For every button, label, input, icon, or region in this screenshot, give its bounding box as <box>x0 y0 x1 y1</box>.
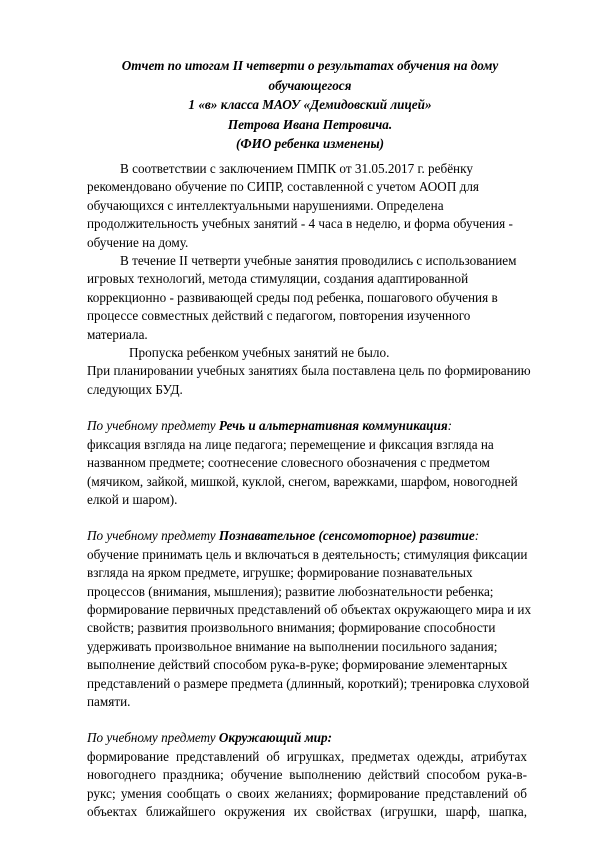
text-line: В течение II четверти учебные занятия проводились с использованием <box>120 253 517 269</box>
text-line: взгляда на ярком предмете, игрушке; формирование познавательных <box>87 565 473 581</box>
title-line-5: (ФИО ребенка изменены) <box>235 136 385 152</box>
subject-name: Окружающий мир: <box>218 730 332 746</box>
title-line-1: Отчет по итогам II четверти о результатах обучения на дому <box>121 58 499 73</box>
subject-heading <box>87 527 527 545</box>
spacer <box>87 509 527 527</box>
paragraph-absences: Пропуска ребенком учебных занятий не было. <box>129 345 390 361</box>
text-line: (мячиком, зайкой, мишкой, куклой, снегом, варежками, шарфом, новогодней <box>87 473 518 489</box>
text-line: фиксация взгляда на лице педагога; перемещение и фиксация взгляда на <box>87 436 494 452</box>
text-line: процессе совместных действий с педагогом, повторения изученного <box>87 308 471 324</box>
text-line: материала. <box>87 326 148 342</box>
paragraph-methods <box>87 252 527 344</box>
report-body <box>87 160 532 821</box>
text-line: свойств; развития произвольного внимания; формирование способности <box>87 620 496 636</box>
text-line: При планировании учебных занятиях была поставлена цель по формированию <box>87 363 531 379</box>
text-line: продолжительность учебных занятий - 4 часа в неделю, и форма обучения - <box>87 216 513 232</box>
text-line: представлений о размере предмета (длинный, короткий); тренировка слуховой <box>87 675 530 691</box>
text-line: обучение на дому. <box>87 234 189 250</box>
text-line: удерживать произвольное внимание на выполнении посильного задания; <box>87 638 498 654</box>
subject-suffix: : <box>474 528 480 544</box>
text-line: рукс; умения сообщать о своих желаниях; формирование представлений об <box>87 785 527 801</box>
text-line: рекомендовано обучение по СИПР, составленной с учетом АООП для <box>87 179 480 195</box>
subject-name: Познавательное (сенсомоторное) развитие <box>218 528 475 544</box>
subject-prefix: По учебному предмету <box>87 730 219 746</box>
text-line: формирование представлений об игрушках, предметах одежды, атрибутах <box>87 748 527 764</box>
text-line: процессов (внимания, мышления); развитие любознательности ребенка; <box>87 583 494 599</box>
text-line: обучение принимать цель и включаться в деятельность; стимуляция фиксации <box>87 546 528 562</box>
title-line-2: обучающегося <box>268 77 352 93</box>
subject-suffix: : <box>447 418 453 434</box>
text-line: коррекционно - развивающей среды под ребенка, пошагового обучения в <box>87 289 498 305</box>
report-title <box>100 56 520 154</box>
text-line: объектах ближайшего окружения их свойствах (игрушки, шарф, шапка, <box>87 804 527 819</box>
spacer <box>87 399 527 417</box>
subject-heading <box>87 417 527 435</box>
text-line: названном предмете; соотнесение словесного обозначения с предметом <box>87 455 490 471</box>
text-line: формирование первичных представлений об объектах окружающего мира и их <box>87 601 532 617</box>
text-line: выполнение действий способом рука-в-руке; формирование элементарных <box>87 657 508 673</box>
subject-speech <box>87 417 527 509</box>
subject-name: Речь и альтернативная коммуникация <box>218 418 448 434</box>
text-line: обучающихся с интеллектуальными нарушениями. Определена <box>87 197 444 213</box>
text-line: игровых технологий, метода стимуляции, создания адаптированной <box>87 271 469 287</box>
subject-prefix: По учебному предмету <box>87 418 219 434</box>
subject-cognitive <box>87 527 532 711</box>
subject-world <box>87 729 527 821</box>
paragraph-conclusion <box>87 160 527 252</box>
title-line-4: Петрова Ивана Петровича. <box>227 116 393 132</box>
text-line: следующих БУД. <box>87 381 183 397</box>
title-line-3: 1 «в» класса МАОУ «Демидовский лицей» <box>188 97 432 113</box>
subject-heading <box>87 729 527 747</box>
text-line: новогоднего праздника; обучение выполнению действий способом рука-в- <box>87 767 527 783</box>
text-line: елкой и шаром). <box>87 491 178 507</box>
spacer <box>87 711 527 729</box>
subject-prefix: По учебному предмету <box>87 528 219 544</box>
text-line: В соответствии с заключением ПМПК от 31.05.2017 г. ребёнку <box>120 161 473 176</box>
text-line: памяти. <box>87 693 131 709</box>
paragraph-goals <box>87 362 531 399</box>
